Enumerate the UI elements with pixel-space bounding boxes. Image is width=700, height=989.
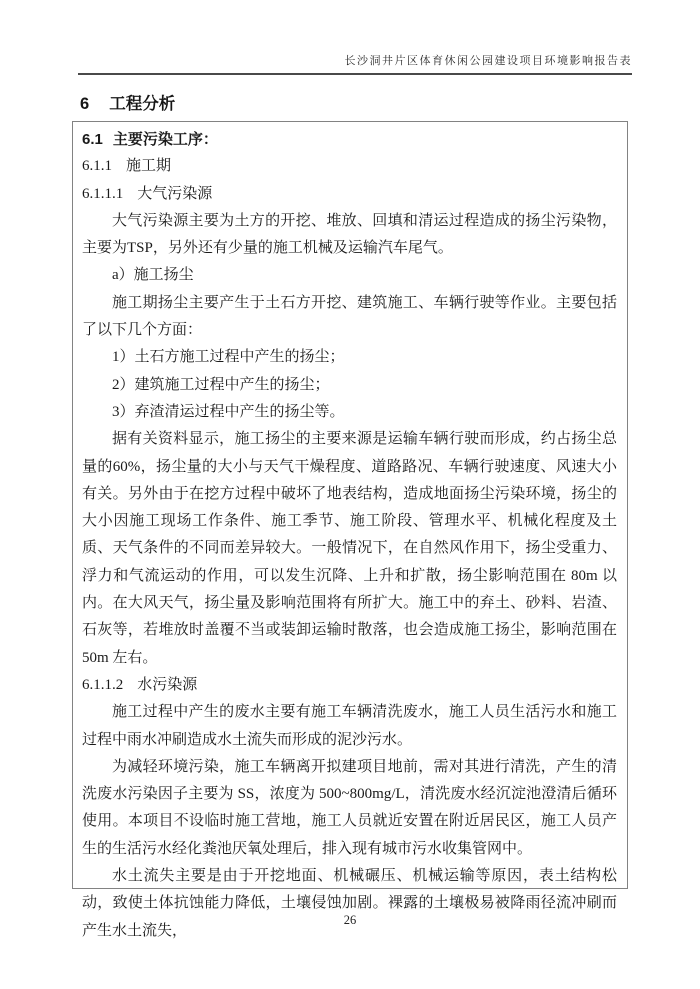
section-6-1-1-title: 施工期 — [126, 158, 172, 175]
chapter-number: 6 — [80, 95, 90, 113]
paragraph-dust-detail: 据有关资料显示，施工扬尘的主要来源是运输车辆行驶而形成，约占扬尘总量的60%，扬尘量的大小与天气干燥程度、道路路况、车辆行驶速度、风速大小有关。另外由于在挖方过程中破坏了地表结构，造成地面扬尘污染环境，扬尘的大小因施工现场工作条件、施工季节、施工阶段、管理水平、机械化程度及土质、天气条件的不同而差异较大。一般情况下，在自然风作用下，扬尘受重力、浮力和气流运动的作用，可以发生沉降、上升和扩散，扬尘影响范围在 80m 以内。在大风天气，扬尘量及影响范围将有所扩大。施工中的弃土、砂料、岩渣、石灰等，若堆放时盖覆不当或装卸运输时散落，也会造成施工扬尘，影响范围在 50m 左右。 — [82, 431, 617, 666]
section-6-1-1-number: 6.1.1 — [82, 158, 112, 175]
paragraph-air-pollution-source: 大气污染源主要为土方的开挖、堆放、回填和清运过程造成的扬尘污染物，主要为TSP，另外还有少量的施工机械及运输汽车尾气。 — [82, 212, 617, 257]
chapter-heading — [80, 90, 175, 114]
page-header — [78, 52, 632, 75]
list-item-a-construction-dust: a）施工扬尘 — [112, 267, 194, 284]
document-header-title: 长沙洞井片区体育休闲公园建设项目环境影响报告表 — [344, 55, 632, 67]
page-number: 26 — [343, 913, 357, 927]
section-6-1-title: 主要污染工序： — [112, 131, 218, 148]
section-6-1-1-1-title: 大气污染源 — [137, 185, 213, 202]
section-6-1-1-1-heading — [82, 181, 617, 208]
paragraph-soil-erosion: 水土流失主要是由于开挖地面、机械碾压、机械运输等原因，表土结构松动，致使土体抗蚀能力降低，土壤侵蚀加剧。裸露的土壤极易被降雨径流冲刷而产生水土流失， — [82, 868, 617, 939]
list-item: 3）弃渣清运过程中产生的扬尘等。 — [112, 403, 345, 420]
section-6-1-1-2-number: 6.1.1.2 — [82, 676, 124, 693]
chapter-title: 工程分析 — [109, 95, 176, 113]
list-item: 1）土石方施工过程中产生的扬尘； — [112, 349, 345, 366]
section-6-1-1-heading — [82, 153, 617, 180]
paragraph-water-treatment: 为减轻环境污染，施工车辆离开拟建项目地前，需对其进行清洗，产生的清洗废水污染因子主要为 SS，浓度为 500~800mg/L，清洗废水经沉淀池澄清后循环使用。本项目不设临时施工营地，施工人员就近安置在附近居民区，施工人员产生的生活污水经化粪池厌氧处理后，排入现有城市污水收集管网中。 — [82, 758, 617, 857]
section-6-1-1-2-title: 水污染源 — [137, 676, 198, 693]
paragraph-water-sources: 施工过程中产生的废水主要有施工车辆清洗废水，施工人员生活污水和施工过程中雨水冲刷造成水土流失而形成的泥沙污水。 — [82, 704, 617, 748]
paragraph-dust-intro: 施工期扬尘主要产生于土石方开挖、建筑施工、车辆行驶等作业。主要包括了以下几个方面： — [82, 294, 617, 339]
list-item: 2）建筑施工过程中产生的扬尘； — [112, 376, 330, 393]
section-6-1-1-1-number: 6.1.1.1 — [82, 185, 124, 202]
section-6-1-1-2-heading — [82, 672, 617, 699]
section-6-1-heading — [82, 126, 617, 153]
section-6-1-number: 6.1 — [82, 131, 103, 148]
